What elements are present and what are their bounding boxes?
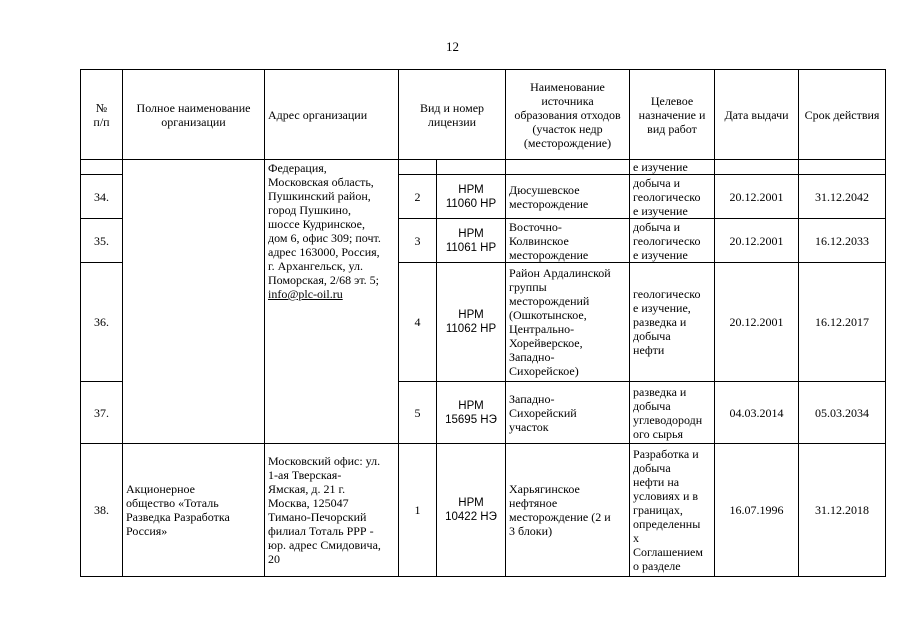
table-header-row <box>81 70 886 160</box>
page-number: 12 <box>446 39 459 54</box>
email-link[interactable]: info@plc-oil.ru <box>268 287 343 301</box>
row-idx: 4 <box>399 263 437 382</box>
row-idx: 3 <box>399 219 437 263</box>
address-cell-group1 <box>265 160 399 444</box>
continuation-source <box>506 160 630 175</box>
continuation-issue-date <box>715 160 799 175</box>
row-num: 37. <box>81 382 123 444</box>
row-source: Восточно- Колвинское месторождение <box>506 219 630 263</box>
row-valid-until: 16.12.2017 <box>799 263 886 382</box>
row-issue-date: 20.12.2001 <box>715 219 799 263</box>
address-line: дом 6, офис 309; почт. <box>268 231 381 245</box>
header-address: Адрес организации <box>265 70 399 160</box>
table-row <box>81 444 886 577</box>
continuation-valid-until <box>799 160 886 175</box>
header-num: № п/п <box>81 70 123 160</box>
row-issue-date: 20.12.2001 <box>715 263 799 382</box>
row-num: 35. <box>81 219 123 263</box>
row-idx: 5 <box>399 382 437 444</box>
continuation-purpose: е изучение <box>630 160 715 175</box>
row-license: НРМ 10422 НЭ <box>437 444 506 577</box>
address-line: Поморская, 2/68 эт. 5; <box>268 273 380 287</box>
row-valid-until: 05.03.2034 <box>799 382 886 444</box>
row-source: Харьягинское нефтяное месторождение (2 и 3 блоки) <box>506 444 630 577</box>
row-num: 34. <box>81 175 123 219</box>
row-purpose: Разработка и добыча нефти на условиях и в границах, определенны х Соглашением о разделе <box>630 444 715 577</box>
continuation-license <box>437 160 506 175</box>
row-purpose: добыча и геологическо е изучение <box>630 219 715 263</box>
header-license: Вид и номер лицензии <box>399 70 506 160</box>
license-table <box>80 69 886 577</box>
row-idx: 2 <box>399 175 437 219</box>
address-line: город Пушкино, <box>268 203 351 217</box>
address-line: Московская область, <box>268 175 374 189</box>
address-line: Федерация, <box>268 161 327 175</box>
header-source: Наименование источника образования отходов (участок недр (месторождение) <box>506 70 630 160</box>
address-line: шоссе Кудринское, <box>268 217 365 231</box>
row-org-name: Акционерное общество «Тоталь Разведка Разработка Россия» <box>123 444 265 577</box>
row-purpose: геологическо е изучение, разведка и добыча нефти <box>630 263 715 382</box>
row-num: 36. <box>81 263 123 382</box>
continuation-num <box>81 160 123 175</box>
continuation-idx <box>399 160 437 175</box>
row-license: НРМ 11062 НР <box>437 263 506 382</box>
header-issue-date: Дата выдачи <box>715 70 799 160</box>
row-issue-date: 16.07.1996 <box>715 444 799 577</box>
row-num: 38. <box>81 444 123 577</box>
row-idx: 1 <box>399 444 437 577</box>
row-valid-until: 31.12.2042 <box>799 175 886 219</box>
row-purpose: добыча и геологическо е изучение <box>630 175 715 219</box>
row-valid-until: 31.12.2018 <box>799 444 886 577</box>
header-org-name: Полное наименование организации <box>123 70 265 160</box>
row-issue-date: 20.12.2001 <box>715 175 799 219</box>
row-valid-until: 16.12.2033 <box>799 219 886 263</box>
address-line: Пушкинский район, <box>268 189 371 203</box>
row-source: Западно- Сихорейский участок <box>506 382 630 444</box>
row-source: Район Ардалинской группы месторождений (Ошкотынское, Центрально- Хорейверское, Западно- Сихорейское) <box>506 263 630 382</box>
header-purpose: Целевое назначение и вид работ <box>630 70 715 160</box>
org-name-cell-group1 <box>123 160 265 444</box>
header-valid-until: Срок действия <box>799 70 886 160</box>
row-license: НРМ 11060 НР <box>437 175 506 219</box>
row-license: НРМ 15695 НЭ <box>437 382 506 444</box>
row-address: Московский офис: ул. 1-ая Тверская- Ямская, д. 21 г. Москва, 125047 Тимано-Печорский филиал Тоталь РРР - юр. адрес Смидовича, 20 <box>265 444 399 577</box>
row-license: НРМ 11061 НР <box>437 219 506 263</box>
row-purpose: разведка и добыча углеводородн ого сырья <box>630 382 715 444</box>
row-issue-date: 04.03.2014 <box>715 382 799 444</box>
continuation-row <box>81 160 886 175</box>
row-source: Дюсушевское месторождение <box>506 175 630 219</box>
address-line: адрес 163000, Россия, <box>268 245 380 259</box>
address-line: г. Архангельск, ул. <box>268 259 363 273</box>
